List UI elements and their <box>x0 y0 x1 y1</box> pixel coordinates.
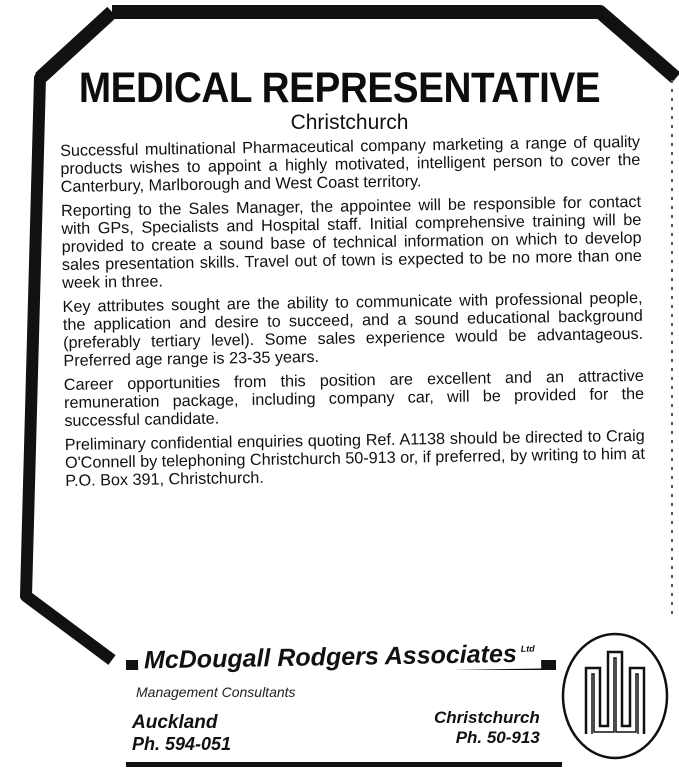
company-tagline: Management Consultants <box>136 684 296 700</box>
office-phone: Ph. 50-913 <box>455 728 540 747</box>
office-auckland <box>132 712 231 755</box>
company-logo-icon <box>556 622 674 767</box>
bottom-rule <box>126 762 562 767</box>
office-city: Auckland <box>132 712 218 733</box>
ad-paragraph: Successful multinational Pharmaceutical company marketing a range of quality products wishes to appoint a highly motivated, intelligent person to cover the Canterbury, Marlborough and West Coast territory. <box>60 132 641 196</box>
office-city: Christchurch <box>434 708 540 727</box>
ad-body <box>60 133 645 496</box>
ad-paragraph: Preliminary confidential enquiries quoting Ref. A1138 should be directed to Craig O'Connell by telephoning Christchurch 50-913 or, if preferred, by writing to him at P.O. Box 391, Christchurch. <box>64 426 646 490</box>
ad-location: Christchurch <box>290 111 409 134</box>
company-suffix: Ltd <box>520 643 535 654</box>
ad-paragraph: Reporting to the Sales Manager, the appointee will be responsible for contact with GPs, Specialists and Hospital staff. Initial comprehensive training will be provided to create a sound base of technical information on which to develop sales presentation skills. Travel out of town is expected to be no more than one week in three. <box>60 192 643 292</box>
company-name-text: McDougall Rodgers Associates <box>143 639 517 675</box>
ad-title: MEDICAL REPRESENTATIVE <box>78 64 601 112</box>
ad-paragraph: Career opportunities from this position are excellent and an attractive remuneration package, including company car, will be provided for the successful candidate. <box>63 366 645 430</box>
ad-paragraph: Key attributes sought are the ability to communicate with professional people, the application and desire to succeed, and a sound educational background (preferably tertiary level). Some sales experience would be advantageous. Preferred age range is 23-35 years. <box>62 288 644 370</box>
office-phone: Ph. 594-051 <box>132 734 232 754</box>
office-christchurch <box>434 708 540 748</box>
